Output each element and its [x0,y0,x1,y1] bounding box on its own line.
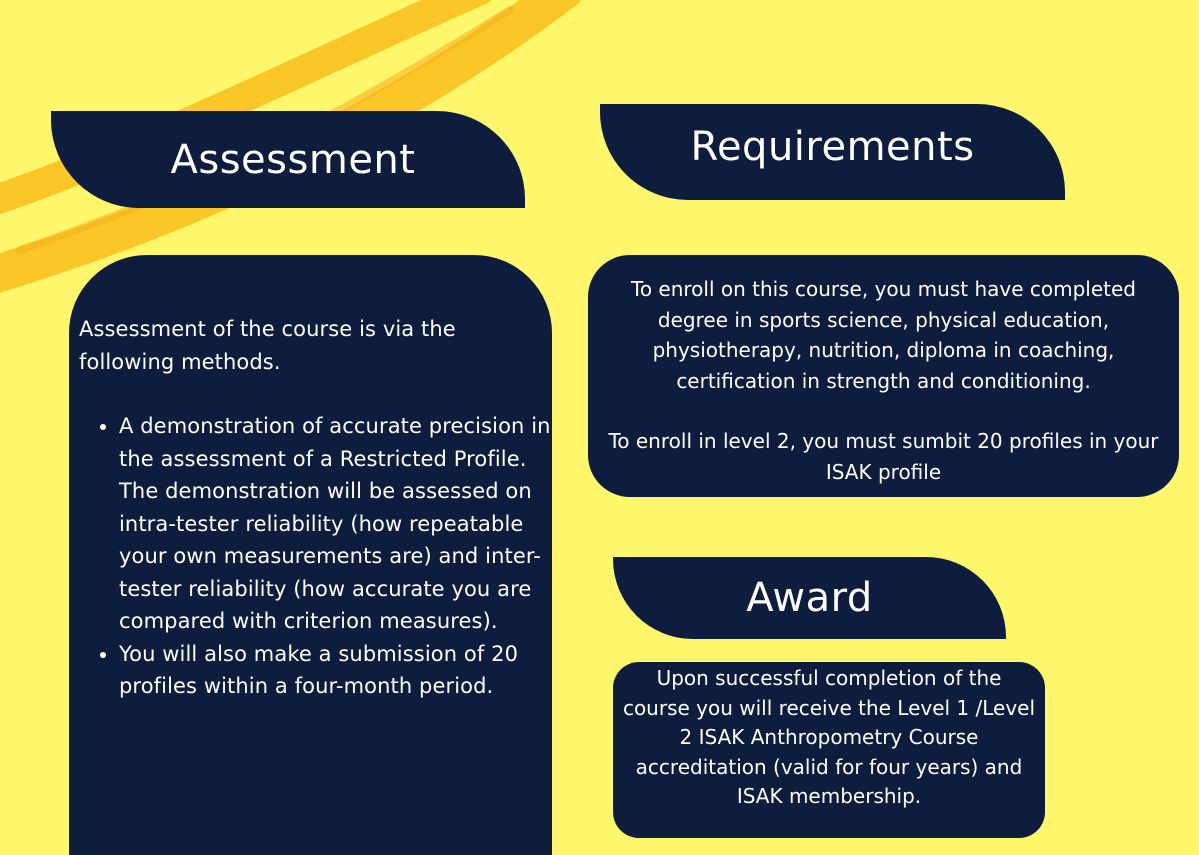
assessment-list [79,410,559,703]
award-panel [613,662,1045,838]
requirements-paragraph: To enroll in level 2, you must sumbit 20 profiles in your ISAK profile [608,429,1159,484]
requirements-heading-text: Requirements [690,124,975,170]
award-heading [613,557,1006,639]
assessment-heading-text: Assessment [170,136,416,183]
assessment-list-item: • A demonstration of accurate precision in the assessment of a Restricted Profile. The demonstration will be assessed on intra-tester reliability (how repeatable your own measurements are) and inter-tester reliability (how accurate you are compared with criterion measures). [119,410,559,638]
assessment-panel [69,255,552,855]
requirements-panel [588,255,1179,497]
award-text: Upon successful completion of the course you will receive the Level 1 /Level 2 ISAK Anthropometry Course accreditation (valid for four years) and ISAK membership. [622,666,1036,808]
requirements-paragraph: To enroll on this course, you must have completed degree in sports science, physical education, physiotherapy, nutrition, diploma in coaching, certification in strength and conditioning. [631,277,1136,393]
assessment-list-item: • You will also make a submission of 20 profiles within a four-month period. [119,638,559,703]
award-heading-text: Award [746,575,873,621]
assessment-heading [51,111,525,208]
requirements-heading [600,104,1065,200]
assessment-intro: Assessment of the course is via the following methods. [79,317,456,374]
